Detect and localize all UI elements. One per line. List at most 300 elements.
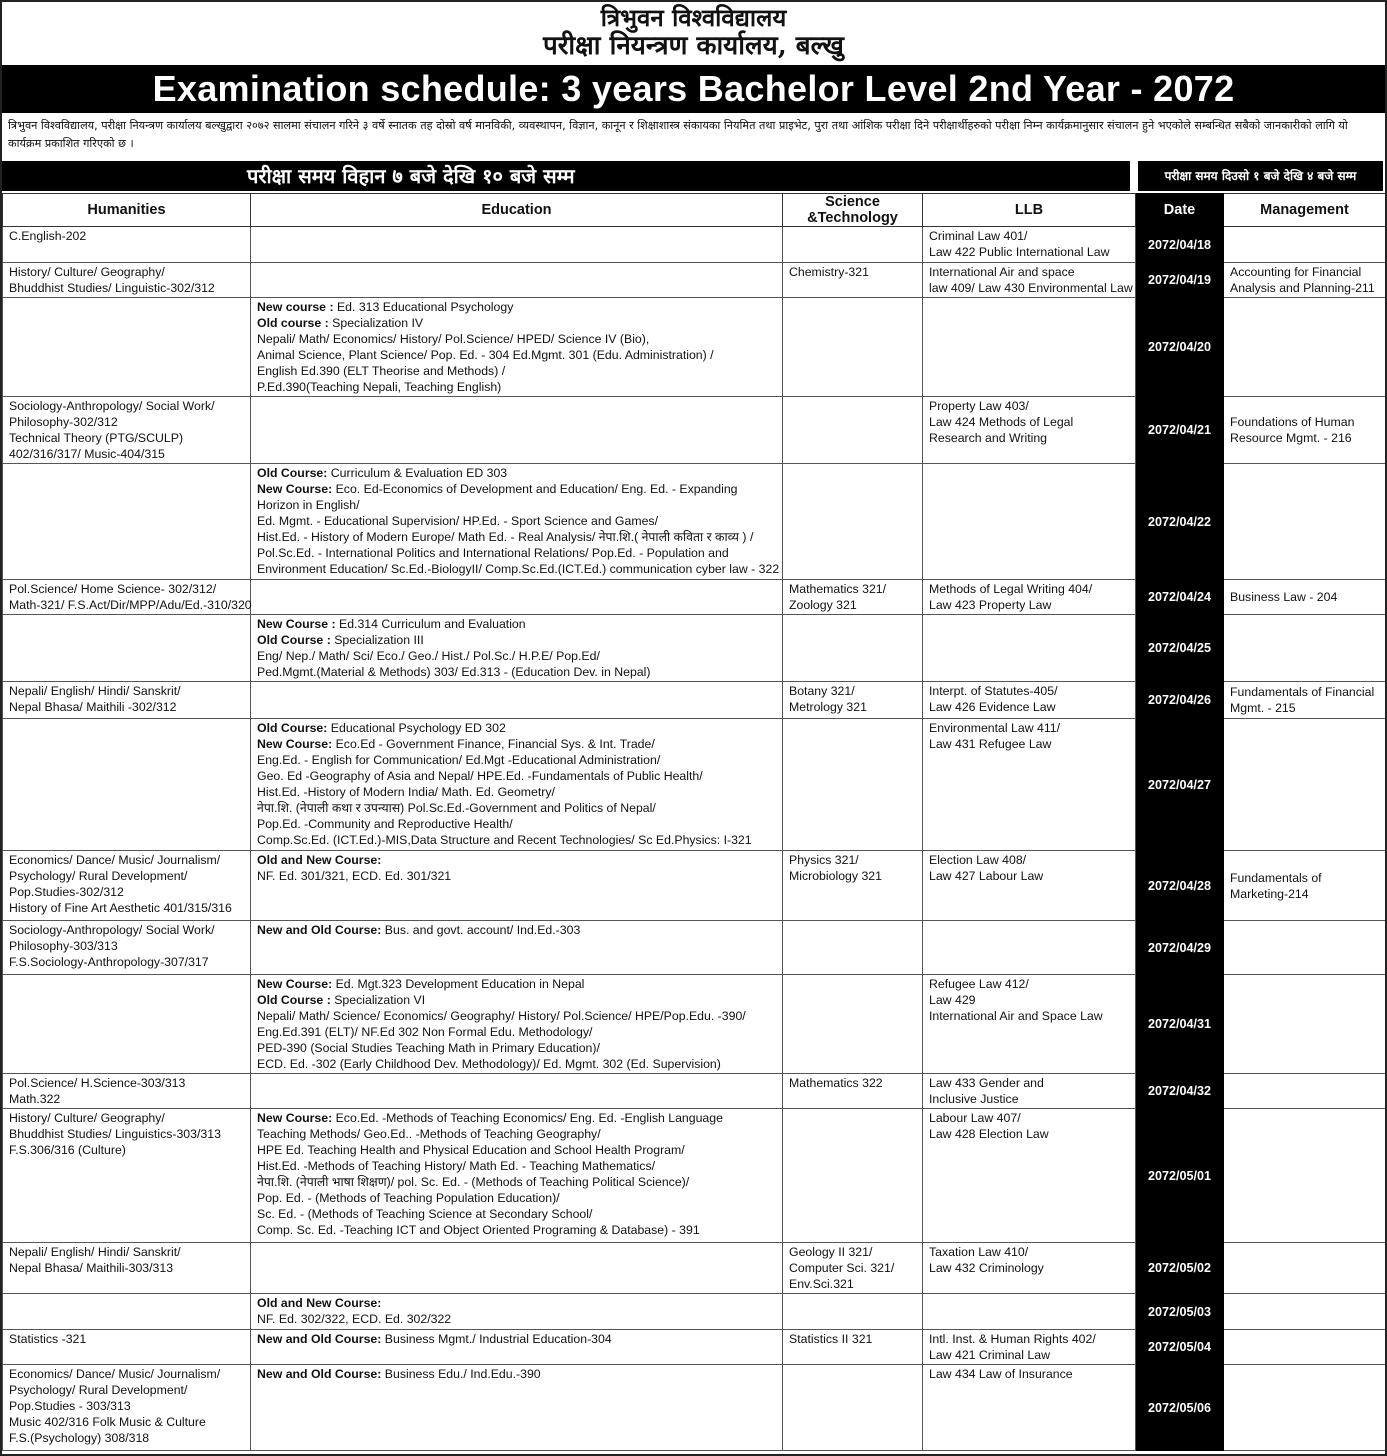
cell-line: Sociology-Anthropology/ Social Work/ [9, 923, 215, 938]
management-cell [1224, 464, 1386, 580]
course-text: Animal Science, Plant Science/ Pop. Ed. - 304 Ed.Mgmt. 301 (Edu. Administration) / [257, 348, 714, 363]
cell-line: Law 421 Criminal Law [929, 1348, 1050, 1363]
cell-line: International Air and space [929, 265, 1075, 280]
cell-line: Labour Law 407/ [929, 1111, 1021, 1126]
science-cell [783, 1294, 923, 1330]
cell-line [257, 800, 777, 816]
column-header-llb: LLB [923, 194, 1136, 227]
course-text: Eco.Ed. -Methods of Teaching Economics/ Eng. Ed. -English Language [335, 1111, 723, 1126]
science-cell [783, 1074, 923, 1109]
cell-line [257, 1110, 777, 1126]
table-row [3, 1365, 1386, 1451]
course-type-label: New Course: [257, 482, 336, 497]
exam-date: 2072/04/20 [1136, 298, 1224, 397]
table-row [3, 1243, 1386, 1294]
cell-line: Taxation Law 410/ [929, 1245, 1029, 1260]
exam-date: 2072/05/03 [1136, 1294, 1224, 1330]
llb-cell [923, 397, 1136, 464]
cell-line: Metrology 321 [789, 700, 867, 715]
cell-line: 402/316/317/ Music-404/315 [9, 447, 165, 462]
llb-cell [923, 1074, 1136, 1109]
cell-line: Physics 321/ [789, 853, 859, 868]
education-cell [251, 921, 783, 975]
course-text: Business Edu./ Ind.Edu.-390 [384, 1367, 541, 1382]
cell-line: Law 423 Property Law [929, 598, 1052, 613]
cell-line: Environmental Law 411/ [929, 721, 1061, 736]
science-cell [783, 1365, 923, 1451]
cell-line: Law 427 Labour Law [929, 869, 1044, 884]
afternoon-time-label: परीक्षा समय दिउसो १ बजे देखि ४ बजे सम्म [1138, 161, 1383, 191]
cell-line [257, 481, 777, 497]
cell-line: Accounting for Financial [1230, 265, 1362, 280]
management-cell [1224, 615, 1386, 682]
science-cell [783, 263, 923, 298]
humanities-cell [3, 1294, 251, 1330]
course-text: Teaching Methods/ Geo.Ed.. -Methods of Teaching Geography/ [257, 1127, 601, 1142]
cell-line: Pop.Studies - 303/313 [9, 1399, 131, 1414]
cell-line [257, 832, 777, 848]
course-text: Horizon in English/ [257, 498, 360, 513]
cell-line [257, 1190, 777, 1206]
course-text: Hist.Ed. - History of Modern Europe/ Math Ed. - Real Analysis/ नेपा.शि.( नेपाली कविता र काव्य ) / [257, 530, 754, 545]
exam-date: 2072/04/19 [1136, 263, 1224, 298]
education-cell [251, 1365, 783, 1451]
table-row [3, 298, 1386, 397]
cell-line: Fundamentals of [1230, 870, 1322, 885]
course-text: Eng.Ed. - English for Communication/ Ed.Mgt -Educational Administration/ [257, 753, 661, 768]
llb-cell [923, 1109, 1136, 1243]
humanities-cell [3, 1109, 251, 1243]
cell-line: Law 433 Gender and [929, 1076, 1044, 1091]
university-title: त्रिभुवन विश्वविद्यालय [600, 3, 787, 32]
cell-line [257, 922, 777, 938]
cell-line [257, 632, 777, 648]
table-row [3, 1330, 1386, 1365]
management-cell [1224, 1243, 1386, 1294]
course-text: Curriculum & Evaluation ED 303 [330, 466, 508, 481]
course-text: Ped.Mgmt.(Material & Methods) 303/ Ed.313 - (Education Dev. in Nepal) [257, 665, 651, 680]
course-text: NF. Ed. 302/322, ECD. Ed. 302/322 [257, 1312, 452, 1327]
exam-date: 2072/04/26 [1136, 682, 1224, 719]
table-row [3, 975, 1386, 1074]
cell-line [257, 816, 777, 832]
humanities-cell [3, 227, 251, 263]
table-row [3, 615, 1386, 682]
science-cell [783, 682, 923, 719]
cell-line: Psychology/ Rural Development/ [9, 1383, 188, 1398]
course-text: Business Mgmt./ Industrial Education-304 [384, 1332, 612, 1347]
cell-line: Pol.Science/ H.Science-303/313 [9, 1076, 186, 1091]
cell-line: Math.322 [9, 1092, 61, 1107]
cell-line [257, 1366, 777, 1382]
course-type-label: New and Old Course: [257, 923, 385, 938]
education-cell [251, 1074, 783, 1109]
cell-line [257, 664, 777, 680]
table-row [3, 719, 1386, 851]
cell-line [257, 331, 777, 347]
cell-line: Marketing-214 [1230, 886, 1309, 901]
management-cell [1224, 1074, 1386, 1109]
cell-line [257, 752, 777, 768]
llb-cell [923, 851, 1136, 921]
cell-line: Fundamentals of Financial [1230, 685, 1375, 700]
education-cell [251, 298, 783, 397]
cell-line: Mgmt. - 215 [1230, 701, 1296, 716]
management-cell [1224, 719, 1386, 851]
column-header-humanities: Humanities [3, 194, 251, 227]
cell-line [257, 868, 777, 884]
management-cell [1224, 227, 1386, 263]
cell-line: Bhuddhist Studies/ Linguistics-303/313 [9, 1127, 221, 1142]
cell-line: Technical Theory (PTG/SCULP) [9, 431, 184, 446]
course-text: English Ed.390 (ELT Theorise and Methods) / [257, 364, 506, 379]
exam-date: 2072/04/18 [1136, 227, 1224, 263]
table-row [3, 1074, 1386, 1109]
humanities-cell [3, 851, 251, 921]
course-text: Comp.Sc.Ed. (ICT.Ed.)-MIS,Data Structure and Recent Technologies/ Sc Ed.Physics: I-321 [257, 833, 752, 848]
exam-date: 2072/05/04 [1136, 1330, 1224, 1365]
cell-line [257, 1126, 777, 1142]
cell-line: Philosophy-302/312 [9, 415, 118, 430]
humanities-cell [3, 921, 251, 975]
cell-line [257, 784, 777, 800]
cell-line: Law 422 Public International Law [929, 245, 1110, 260]
humanities-cell [3, 975, 251, 1074]
cell-line: Env.Sci.321 [789, 1277, 854, 1292]
cell-line: Pol.Science/ Home Science- 302/312/ [9, 582, 217, 597]
exam-date: 2072/04/28 [1136, 851, 1224, 921]
science-cell [783, 921, 923, 975]
course-text: Specialization VI [334, 993, 426, 1008]
management-cell [1224, 580, 1386, 615]
exam-date: 2072/05/02 [1136, 1243, 1224, 1294]
education-cell [251, 975, 783, 1074]
cell-line: Mathematics 321/ [789, 582, 887, 597]
course-text: Specialization III [334, 633, 424, 648]
llb-cell [923, 719, 1136, 851]
cell-line: Sociology-Anthropology/ Social Work/ [9, 399, 215, 414]
cell-line: Interpt. of Statutes-405/ [929, 684, 1058, 699]
table-row [3, 397, 1386, 464]
management-cell [1224, 1109, 1386, 1243]
management-cell [1224, 921, 1386, 975]
cell-line: Math-321/ F.S.Act/Dir/MPP/Adu/Ed.-310/320 [9, 598, 252, 613]
cell-line [257, 513, 777, 529]
cell-line: Analysis and Planning-211 [1230, 281, 1375, 296]
exam-date: 2072/04/24 [1136, 580, 1224, 615]
cell-line [257, 992, 777, 1008]
column-header-education: Education [251, 194, 783, 227]
course-text: Ed. Mgmt. - Educational Supervision/ HP.Ed. - Sport Science and Games/ [257, 514, 658, 529]
course-type-label: New Course: [257, 1111, 336, 1126]
cell-line: Microbiology 321 [789, 869, 882, 884]
cell-line [257, 768, 777, 784]
humanities-cell [3, 1074, 251, 1109]
cell-line: Criminal Law 401/ [929, 229, 1028, 244]
cell-line: Statistics II 321 [789, 1332, 873, 1347]
humanities-cell [3, 464, 251, 580]
cell-line: Refugee Law 412/ [929, 977, 1029, 992]
course-type-label: Old course : [257, 316, 333, 331]
course-text: NF. Ed. 301/321, ECD. Ed. 301/321 [257, 869, 452, 884]
table-row [3, 851, 1386, 921]
science-cell [783, 397, 923, 464]
cell-line: F.S.Sociology-Anthropology-307/317 [9, 955, 209, 970]
table-row [3, 263, 1386, 298]
science-cell [783, 580, 923, 615]
table-row [3, 464, 1386, 580]
cell-line: F.S.306/316 (Culture) [9, 1143, 126, 1158]
course-text: Comp. Sc. Ed. -Teaching ICT and Object Oriented Programing & Database) - 391 [257, 1223, 700, 1238]
cell-line: C.English-202 [9, 229, 87, 244]
cell-line [257, 561, 780, 577]
education-cell [251, 580, 783, 615]
course-type-label: Old Course: [257, 466, 331, 481]
cell-line: Law 432 Criminology [929, 1261, 1044, 1276]
exam-date: 2072/04/29 [1136, 921, 1224, 975]
column-header-date: Date [1136, 194, 1224, 227]
course-text: Ed.314 Curriculum and Evaluation [339, 617, 526, 632]
cell-line: Philosophy-303/313 [9, 939, 118, 954]
education-cell [251, 719, 783, 851]
course-type-label: Old Course : [257, 993, 335, 1008]
management-cell [1224, 1365, 1386, 1451]
education-cell [251, 615, 783, 682]
cell-line [257, 545, 777, 561]
exam-time-bar [2, 161, 1385, 193]
cell-line: Psychology/ Rural Development/ [9, 869, 188, 884]
course-text: Eco. Ed-Economics of Development and Education/ Eng. Ed. - Expanding [335, 482, 738, 497]
science-cell [783, 615, 923, 682]
cell-line [257, 465, 777, 481]
cell-line: Bhuddhist Studies/ Linguistic-302/312 [9, 281, 215, 296]
cell-line [257, 1024, 777, 1040]
cell-line: Nepal Bhasa/ Maithili -302/312 [9, 700, 177, 715]
course-text: PED-390 (Social Studies Teaching Math in Primary Education)/ [257, 1041, 600, 1056]
course-text: Educational Psychology ED 302 [330, 721, 506, 736]
cell-line: Economics/ Dance/ Music/ Journalism/ [9, 853, 221, 868]
cell-line: Foundations of Human [1230, 415, 1355, 430]
cell-line: History of Fine Art Aesthetic 401/315/316 [9, 901, 232, 916]
cell-line: Nepali/ English/ Hindi/ Sanskrit/ [9, 1245, 181, 1260]
llb-cell [923, 921, 1136, 975]
exam-date: 2072/04/27 [1136, 719, 1224, 851]
morning-time-label: परीक्षा समय विहान ७ बजे देखि १० बजे सम्म [2, 161, 1130, 191]
cell-line [257, 379, 777, 395]
course-type-label: New and Old Course: [257, 1367, 385, 1382]
cell-line [257, 363, 777, 379]
cell-line [257, 1222, 777, 1238]
cell-line [257, 497, 777, 513]
cell-line [257, 1040, 777, 1056]
cell-line: Intl. Inst. & Human Rights 402/ [929, 1332, 1096, 1347]
course-text: नेपा.शि. (नेपाली भाषा शिक्षण)/ pol. Sc. Ed. - (Methods of Teaching Political Science)/ [257, 1175, 690, 1190]
course-text: नेपा.शि. (नेपाली कथा र उपन्यास) Pol.Sc.Ed.-Government and Politics of Nepal/ [257, 801, 656, 816]
course-type-label: Old Course: [257, 721, 331, 736]
cell-line: Pop.Studies-302/312 [9, 885, 124, 900]
schedule-title-banner: Examination schedule: 3 years Bachelor Level 2nd Year - 2072 [2, 65, 1385, 113]
table-row [3, 227, 1386, 263]
humanities-cell [3, 1365, 251, 1451]
education-cell [251, 1330, 783, 1365]
cell-line [257, 1008, 777, 1024]
humanities-cell [3, 298, 251, 397]
education-cell [251, 851, 783, 921]
cell-line [257, 976, 777, 992]
cell-line [257, 616, 777, 632]
education-cell [251, 464, 783, 580]
exam-date: 2072/04/21 [1136, 397, 1224, 464]
course-text: ECD. Ed. -302 (Early Childhood Dev. Methodology)/ Ed. Mgmt. 302 (Ed. Supervision) [257, 1057, 721, 1072]
course-text: Environment Education/ Sc.Ed.-BiologyII/ Comp.Sc.Ed.(ICT.Ed.) communication cyber law - 322 [257, 562, 780, 577]
management-cell [1224, 975, 1386, 1074]
cell-line: Computer Sci. 321/ [789, 1261, 895, 1276]
science-cell [783, 851, 923, 921]
course-text: Specialization IV [332, 316, 424, 331]
course-text: P.Ed.390(Teaching Nepali, Teaching English) [257, 380, 502, 395]
course-text: Bus. and govt. account/ Ind.Ed.-303 [384, 923, 581, 938]
humanities-cell [3, 682, 251, 719]
schedule-table [2, 193, 1386, 1451]
llb-cell [923, 580, 1136, 615]
course-text: Eng/ Nep./ Math/ Sci/ Eco./ Geo./ Hist./ Pol.Sc./ H.P.E/ Pop.Ed/ [257, 649, 600, 664]
schedule-table-body [3, 227, 1386, 1451]
humanities-cell [3, 263, 251, 298]
course-text: Geo. Ed -Geography of Asia and Nepal/ HPE.Ed. -Fundamentals of Public Health/ [257, 769, 703, 784]
llb-cell [923, 682, 1136, 719]
cell-line: Chemistry-321 [789, 265, 869, 280]
course-type-label: New Course: [257, 977, 336, 992]
cell-line: Music 402/316 Folk Music & Culture [9, 1415, 206, 1430]
cell-line [257, 315, 777, 331]
llb-cell [923, 615, 1136, 682]
exam-date: 2072/05/01 [1136, 1109, 1224, 1243]
table-row [3, 1294, 1386, 1330]
notice-text: त्रिभुवन विश्वविद्यालय, परीक्षा नियन्त्रण कार्यालय बल्खुद्वारा २०७२ सालमा संचालन गरिने ३ वर्षे स्नातक तह दोस्रो वर्ष मानविकी, व्यवस्थापन, विज्ञान, कानून र शिक्षाशास्त्र संकायका नियमित तथा प्राइभेट, पुरा तथा आंशिक परीक्षा दिने परीक्षार्थीहरुको परीक्षा निम्न कार्यक्रमानुसार संचालन हुने भएकोले सम्बन्धित सबैको जानकारीको लागि यो कार्यक्रम प्रकाशित गरिएको छ । [8, 119, 1348, 151]
management-cell [1224, 851, 1386, 921]
table-row [3, 580, 1386, 615]
cell-line: Geology II 321/ [789, 1245, 873, 1260]
science-cell [783, 464, 923, 580]
office-title: परीक्षा नियन्त्रण कार्यालय, बल्खु [543, 30, 844, 61]
exam-date: 2072/04/32 [1136, 1074, 1224, 1109]
cell-line [257, 736, 777, 752]
management-cell [1224, 1294, 1386, 1330]
course-text: Pop.Ed. -Community and Reproductive Health/ [257, 817, 513, 832]
cell-line [257, 1206, 777, 1222]
course-type-label: New Course : [257, 617, 339, 632]
science-cell [783, 1330, 923, 1365]
education-cell [251, 1294, 783, 1330]
course-text: Nepali/ Math/ Economics/ History/ Pol.Science/ HPED/ Science IV (Bio), [257, 332, 650, 347]
cell-line: law 409/ Law 430 Environmental Law [929, 281, 1133, 296]
llb-cell [923, 1330, 1136, 1365]
llb-cell [923, 263, 1136, 298]
humanities-cell [3, 615, 251, 682]
humanities-cell [3, 1330, 251, 1365]
cell-line: Mathematics 322 [789, 1076, 883, 1091]
cell-line: Law 434 Law of Insurance [929, 1367, 1073, 1382]
management-cell [1224, 263, 1386, 298]
management-cell [1224, 1330, 1386, 1365]
llb-cell [923, 464, 1136, 580]
course-text: Hist.Ed. -History of Modern India/ Math. Ed. Geometry/ [257, 785, 555, 800]
humanities-cell [3, 719, 251, 851]
course-type-label: Old and New Course: [257, 1296, 382, 1311]
science-cell [783, 719, 923, 851]
cell-line: Nepali/ English/ Hindi/ Sanskrit/ [9, 684, 181, 699]
management-cell [1224, 682, 1386, 719]
cell-line: Botany 321/ [789, 684, 855, 699]
course-text: Sc. Ed. - (Methods of Teaching Science at Secondary School/ [257, 1207, 593, 1222]
llb-cell [923, 975, 1136, 1074]
course-text: Ed. Mgt.323 Development Education in Nepal [335, 977, 585, 992]
cell-line: Zoology 321 [789, 598, 857, 613]
cell-line [257, 1158, 777, 1174]
cell-line [257, 648, 777, 664]
science-cell [783, 1243, 923, 1294]
cell-line [257, 529, 777, 545]
course-text: Eng.Ed.391 (ELT)/ NF.Ed 302 Non Formal Edu. Methodology/ [257, 1025, 593, 1040]
cell-line [257, 1056, 777, 1072]
course-text: Pol.Sc.Ed. - International Politics and International Relations/ Pop.Ed. - Population and [257, 546, 729, 561]
cell-line [257, 299, 777, 315]
cell-line: International Air and Space Law [929, 1009, 1103, 1024]
table-row [3, 921, 1386, 975]
course-text: HPE Ed. Teaching Health and Physical Education and School Health Program/ [257, 1143, 685, 1158]
course-text: Hist.Ed. -Methods of Teaching History/ Math Ed. - Teaching Mathematics/ [257, 1159, 656, 1174]
cell-line: Economics/ Dance/ Music/ Journalism/ [9, 1367, 221, 1382]
cell-line [257, 720, 777, 736]
course-type-label: New Course: [257, 737, 336, 752]
cell-line: Property Law 403/ [929, 399, 1029, 414]
cell-line: Law 424 Methods of Legal [929, 415, 1074, 430]
cell-line: Law 431 Refugee Law [929, 737, 1052, 752]
cell-line: History/ Culture/ Geography/ [9, 1111, 165, 1126]
cell-line: Inclusive Justice [929, 1092, 1019, 1107]
education-cell [251, 263, 783, 298]
cell-line: Methods of Legal Writing 404/ [929, 582, 1093, 597]
education-cell [251, 227, 783, 263]
management-cell [1224, 397, 1386, 464]
exam-date: 2072/04/22 [1136, 464, 1224, 580]
llb-cell [923, 227, 1136, 263]
table-row [3, 682, 1386, 719]
cell-line: Law 429 [929, 993, 976, 1008]
course-type-label: New and Old Course: [257, 1332, 385, 1347]
exam-date: 2072/04/25 [1136, 615, 1224, 682]
humanities-cell [3, 397, 251, 464]
cell-line: History/ Culture/ Geography/ [9, 265, 165, 280]
cell-line [257, 1142, 777, 1158]
cell-line: Research and Writing [929, 431, 1048, 446]
humanities-cell [3, 580, 251, 615]
llb-cell [923, 1243, 1136, 1294]
education-cell [251, 1109, 783, 1243]
management-cell [1224, 298, 1386, 397]
education-cell [251, 397, 783, 464]
cell-line: Election Law 408/ [929, 853, 1027, 868]
cell-line: Nepal Bhasa/ Maithili-303/313 [9, 1261, 174, 1276]
cell-line [257, 1174, 777, 1190]
cell-line: Resource Mgmt. - 216 [1230, 431, 1352, 446]
course-type-label: Old Course : [257, 633, 335, 648]
cell-line [257, 1331, 777, 1347]
education-cell [251, 682, 783, 719]
exam-date: 2072/04/31 [1136, 975, 1224, 1074]
cell-line [257, 347, 777, 363]
column-header-science: Science &Technology [783, 194, 923, 227]
